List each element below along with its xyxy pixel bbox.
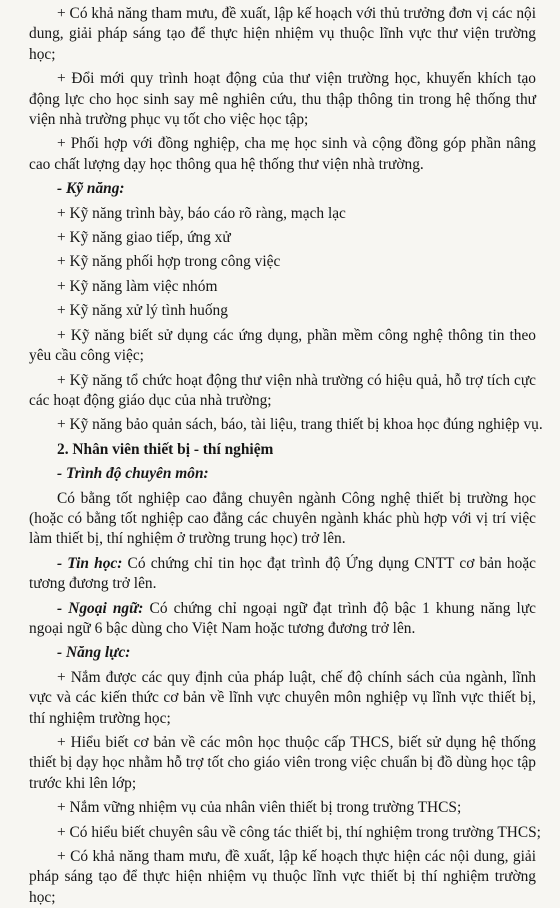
skill-item: + Kỹ năng xử lý tình huống	[57, 302, 228, 320]
label-it: - Tin học:	[57, 554, 123, 572]
skill-item: + Kỹ năng giao tiếp, ứng xử	[57, 229, 231, 247]
competence-item: + Hiểu biết cơ bản về các môn học thuộc cấp THCS, biết sử dụng hệ thống thiết bị dạy học nhằm hỗ trợ tốt cho giáo viên trong việc chuẩn bị đồ dùng học tập trước khi lên lớp;	[29, 734, 536, 792]
skill-item: + Kỹ năng tổ chức hoạt động thư viện nhà trường có hiệu quả, hỗ trợ tích cực các hoạt động giáo dục của nhà trường;	[29, 371, 536, 409]
label-language: - Ngoại ngữ:	[57, 599, 144, 617]
skill-item: + Kỹ năng bảo quản sách, báo, tài liệu, trang thiết bị khoa học đúng nghiệp vụ.	[57, 416, 543, 434]
section-heading-equipment-staff: 2. Nhân viên thiết bị - thí nghiệm	[57, 440, 274, 458]
paragraph-it	[29, 554, 536, 595]
competence-item: + Nắm vững nhiệm vụ của nhân viên thiết bị trong trường THCS;	[57, 799, 462, 817]
competence-item: + Có khả năng tham mưu, đề xuất, lập kế hoạch thực hiện các nội dung, giải pháp sáng tạo để thực hiện nhiệm vụ thuộc lĩnh vực thiết bị thí nghiệm trường học;	[29, 848, 536, 906]
skill-item: + Kỹ năng phối hợp trong công việc	[57, 253, 281, 271]
skill-item: + Kỹ năng làm việc nhóm	[57, 277, 218, 295]
paragraph-qualification: Có bằng tốt nghiệp cao đẳng chuyên ngành Công nghệ thiết bị trường học (hoặc có bằng tốt nghiệp cao đẳng các chuyên ngành khác phù hợp với vị trí việc làm thiết bị, thí nghiệm ở trường trung học) trở lên.	[29, 489, 536, 548]
paragraph-innovate-library: + Đổi mới quy trình hoạt động của thư viện trường học, khuyến khích tạo động lực cho học sinh say mê nghiên cứu, thu thập thông tin trong hệ thống thư viện nhà trường phục vụ tốt cho việc học tập;	[29, 70, 536, 129]
text-language: Có chứng chỉ ngoại ngữ đạt trình độ bậc 1 khung năng lực ngoại ngữ 6 bậc dùng cho Việt Nam hoặc tương đương trở lên.	[29, 599, 536, 637]
competence-item: + Nắm được các quy định của pháp luật, chế độ chính sách của ngành, lĩnh vực và các kiến thức cơ bản về lĩnh vực chuyên môn nghiệp vụ lĩnh vực thiết bị, thí nghiệm trường học;	[29, 668, 536, 727]
competence-item: + Có hiểu biết chuyên sâu về công tác thiết bị, thí nghiệm trong trường THCS;	[57, 823, 541, 841]
skill-item: + Kỹ năng biết sử dụng các ứng dụng, phần mềm công nghệ thông tin theo yêu cầu công việc;	[29, 326, 536, 365]
skill-item: + Kỹ năng trình bày, báo cáo rõ ràng, mạch lạc	[57, 204, 346, 222]
heading-competence: - Năng lực:	[57, 644, 131, 662]
paragraph-language	[29, 599, 536, 640]
paragraph-advisory-library: + Có khả năng tham mưu, đề xuất, lập kế hoạch với thủ trưởng đơn vị các nội dung, giải pháp sáng tạo để thực hiện nhiệm vụ thuộc lĩnh vực thư viện trường học;	[29, 5, 536, 63]
text-it: Có chứng chỉ tin học đạt trình độ Ứng dụng CNTT cơ bản hoặc tương đương trở lên.	[29, 554, 536, 593]
heading-skills: - Kỹ năng:	[57, 180, 125, 198]
heading-qualification: - Trình độ chuyên môn:	[57, 465, 209, 483]
paragraph-cooperate: + Phối hợp với đồng nghiệp, cha mẹ học sinh và cộng đồng góp phần nâng cao chất lượng dạy học thông qua hệ thống thư viện nhà trường.	[29, 135, 536, 173]
